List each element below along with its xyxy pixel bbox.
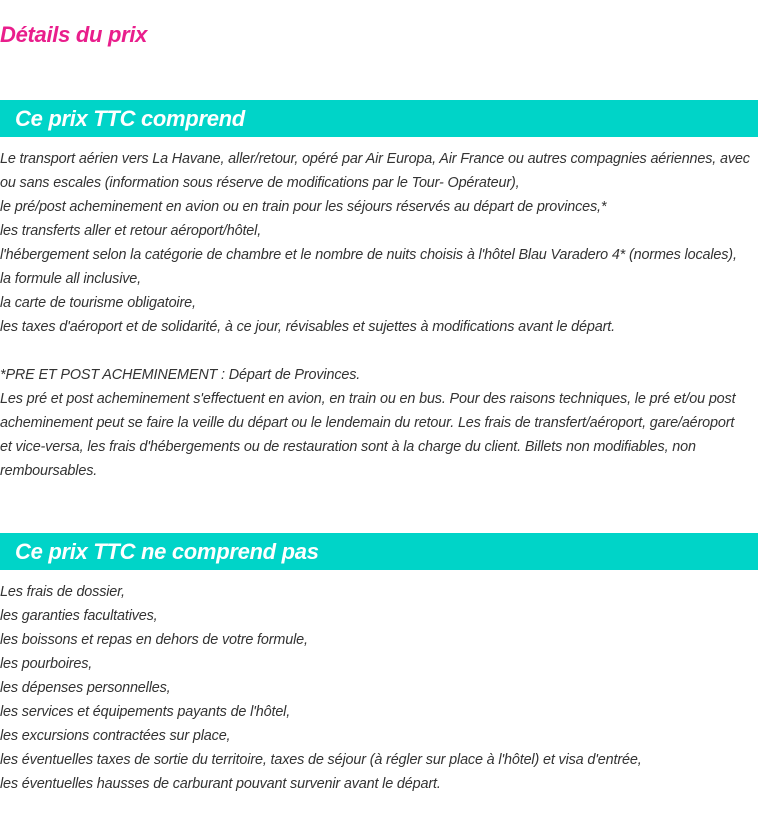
included-item: l'hébergement selon la catégorie de chambre et le nombre de nuits choisis à l'hôtel Blau Varadero 4* (normes locales), [0, 247, 737, 263]
excluded-item: les services et équipements payants de l'hôtel, [0, 704, 291, 720]
excluded-item: les dépenses personnelles, [0, 680, 171, 696]
paragraph-spacer [0, 339, 758, 363]
excluded-item: les excursions contractées sur place, [0, 728, 231, 744]
acheminement-note-title: *PRE ET POST ACHEMINEMENT : Départ de Provinces. [0, 367, 361, 383]
excluded-section-header: Ce prix TTC ne comprend pas [0, 533, 758, 570]
excluded-item: les éventuelles hausses de carburant pouvant survenir avant le départ. [0, 776, 441, 792]
excluded-item: les pourboires, [0, 656, 93, 672]
included-item: Le transport aérien vers La Havane, aller/retour, opéré par Air Europa, Air France ou autres compagnies aériennes, avec [0, 151, 750, 167]
acheminement-note-line: et vice-versa, les frais d'hébergements ou de restauration sont à la charge du client. Billets non modifiables, non [0, 439, 696, 455]
acheminement-note-line: acheminement peut se faire la veille du départ ou le lendemain du retour. Les frais de transfert/aéroport, gare/aéroport [0, 415, 735, 431]
excluded-item: les garanties facultatives, [0, 608, 158, 624]
included-item: ou sans escales (information sous réserve de modifications par le Tour- Opérateur), [0, 175, 520, 191]
included-section-header: Ce prix TTC comprend [0, 100, 758, 137]
excluded-item: Les frais de dossier, [0, 584, 125, 600]
acheminement-note-line: Les pré et post acheminement s'effectuent en avion, en train ou en bus. Pour des raisons techniques, le pré et/ou post [0, 391, 736, 407]
excluded-item: les éventuelles taxes de sortie du territoire, taxes de séjour (à régler sur place à l'hôtel) et visa d'entrée, [0, 752, 642, 768]
included-item: le pré/post acheminement en avion ou en train pour les séjours réservés au départ de provinces,* [0, 199, 607, 215]
page-title: Détails du prix [0, 22, 148, 47]
included-item: la carte de tourisme obligatoire, [0, 295, 196, 311]
included-item: les transferts aller et retour aéroport/hôtel, [0, 223, 262, 239]
included-item: la formule all inclusive, [0, 271, 142, 287]
excluded-item: les boissons et repas en dehors de votre formule, [0, 632, 308, 648]
included-item: les taxes d'aéroport et de solidarité, à ce jour, révisables et sujettes à modifications avant le départ. [0, 319, 615, 335]
included-section-body [0, 147, 758, 483]
excluded-section-body [0, 580, 758, 796]
acheminement-note-line: remboursables. [0, 463, 98, 479]
